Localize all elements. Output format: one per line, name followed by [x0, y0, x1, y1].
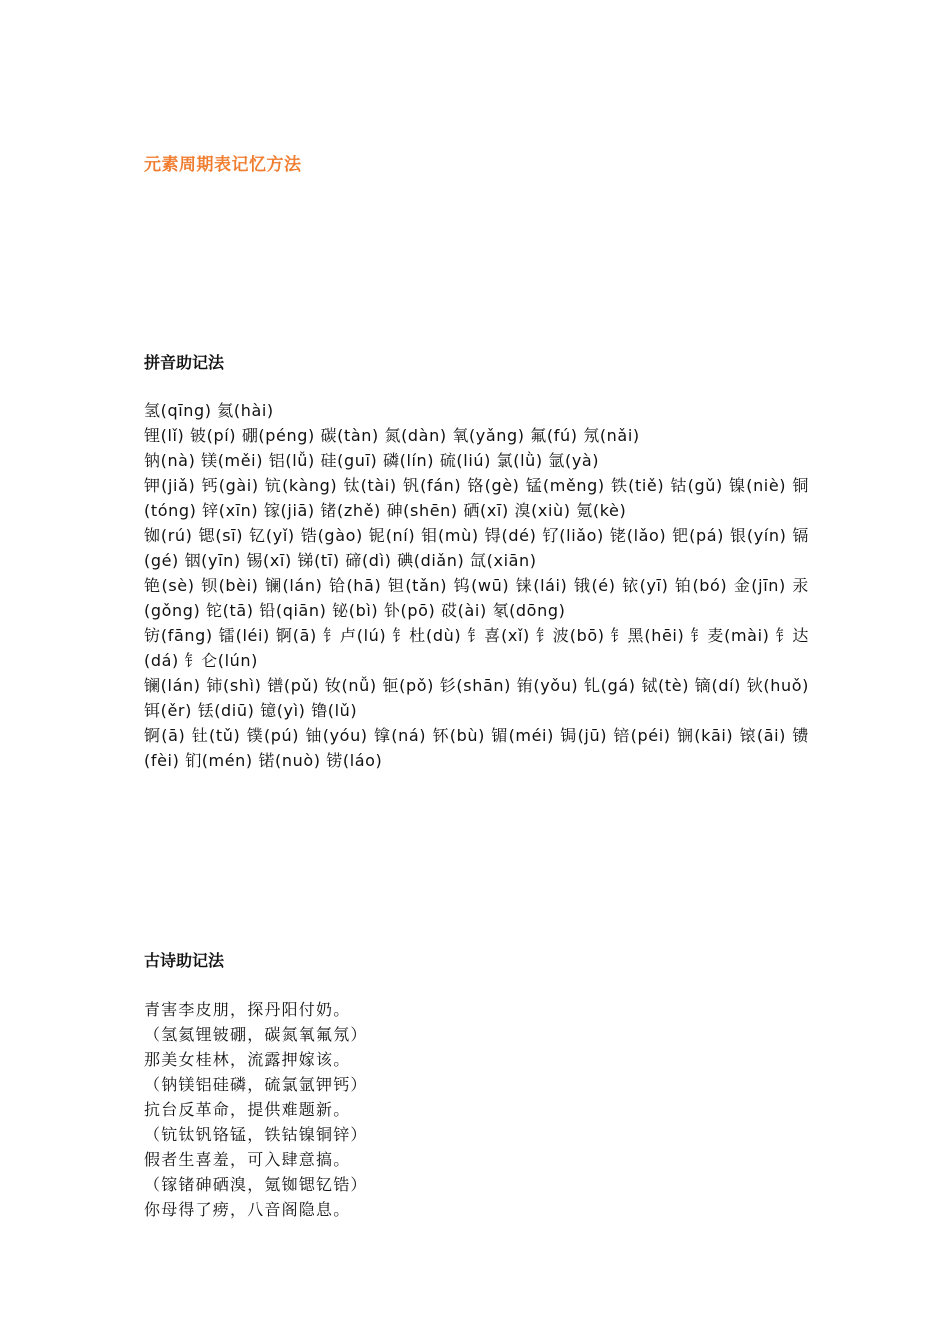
- pinyin-element-list: [144, 398, 809, 773]
- pinyin-line-actinides: 锕(ā) 钍(tǔ) 镤(pú) 铀(yóu) 镎(ná) 钚(bù) 镅(méi) 锔(jū) 锫(péi) 锎(kāi) 锿(āi) 镄(fèi) 钔(mén) 锘(nuò) 铹(láo): [144, 726, 809, 770]
- pinyin-line-period-2: 锂(lǐ) 铍(pí) 硼(péng) 碳(tàn) 氮(dàn) 氧(yǎng) 氟(fú) 氖(nǎi): [144, 426, 640, 445]
- pinyin-line-period-7: 钫(fāng) 镭(léi) 锕(ā) 钅卢(lú) 钅杜(dù) 钅喜(xǐ) 钅波(bō) 钅黑(hēi) 钅麦(mài) 钅达(dá) 钅仑(lún): [144, 626, 809, 670]
- pinyin-line-period-3: 钠(nà) 镁(měi) 铝(lǚ) 硅(guī) 磷(lín) 硫(liú) 氯(lǜ) 氩(yà): [144, 451, 600, 470]
- poem-line: 你母得了痨，八音阁隐息。: [144, 1200, 351, 1219]
- poem-line: 抗台反革命，提供难题新。: [144, 1100, 351, 1119]
- pinyin-line-lanthanides: 镧(lán) 铈(shì) 镨(pǔ) 钕(nǚ) 钷(pǒ) 钐(shān) 铕(yǒu) 钆(gá) 铽(tè) 镝(dí) 钬(huǒ) 铒(ěr) 铥(diū) 镱(yì) 镥(lǔ): [144, 676, 809, 720]
- poem-line: 那美女桂林，流露押嫁该。: [144, 1050, 351, 1069]
- pinyin-line-period-1: 氢(qīng) 氦(hài): [144, 401, 274, 420]
- pinyin-line-period-6: 铯(sè) 钡(bèi) 镧(lán) 铪(hā) 钽(tǎn) 钨(wū) 铼(lái) 锇(é) 铱(yī) 铂(bó) 金(jīn) 汞(gǒng) 铊(tā) 铅(qiān) 铋(bì) 钋(pō) 砹(ài) 氡(dōng): [144, 576, 809, 620]
- pinyin-section-heading: 拼音助记法: [144, 353, 225, 372]
- poem-line: （钠镁铝硅磷，硫氯氩钾钙）: [144, 1075, 368, 1094]
- poem-line: 青害李皮朋，探丹阳付奶。: [144, 1000, 351, 1019]
- poem-section-heading: 古诗助记法: [144, 951, 225, 970]
- poem-line: 假者生喜羞，可入肆意搞。: [144, 1150, 351, 1169]
- poem-line: （镓锗砷硒溴，氪铷锶钇锆）: [144, 1175, 368, 1194]
- poem-line: （氢氦锂铍硼，碳氮氧氟氖）: [144, 1025, 368, 1044]
- page-title: 元素周期表记忆方法: [144, 155, 302, 175]
- pinyin-line-period-4: 钾(jiǎ) 钙(gài) 钪(kàng) 钛(tài) 钒(fán) 铬(gè) 锰(měng) 铁(tiě) 钴(gǔ) 镍(niè) 铜(tóng) 锌(xīn) 镓(jiā) 锗(zhě) 砷(shēn) 硒(xī) 溴(xiù) 氪(kè): [144, 476, 809, 520]
- poem-line: （钪钛钒铬锰，铁钴镍铜锌）: [144, 1125, 368, 1144]
- poem-verse-list: [144, 997, 744, 1222]
- pinyin-line-period-5: 铷(rú) 锶(sī) 钇(yǐ) 锆(gào) 铌(ní) 钼(mù) 锝(dé) 钌(liǎo) 铑(lǎo) 钯(pá) 银(yín) 镉(gé) 铟(yīn) 锡(xī) 锑(tī) 碲(dì) 碘(diǎn) 氙(xiān): [144, 526, 809, 570]
